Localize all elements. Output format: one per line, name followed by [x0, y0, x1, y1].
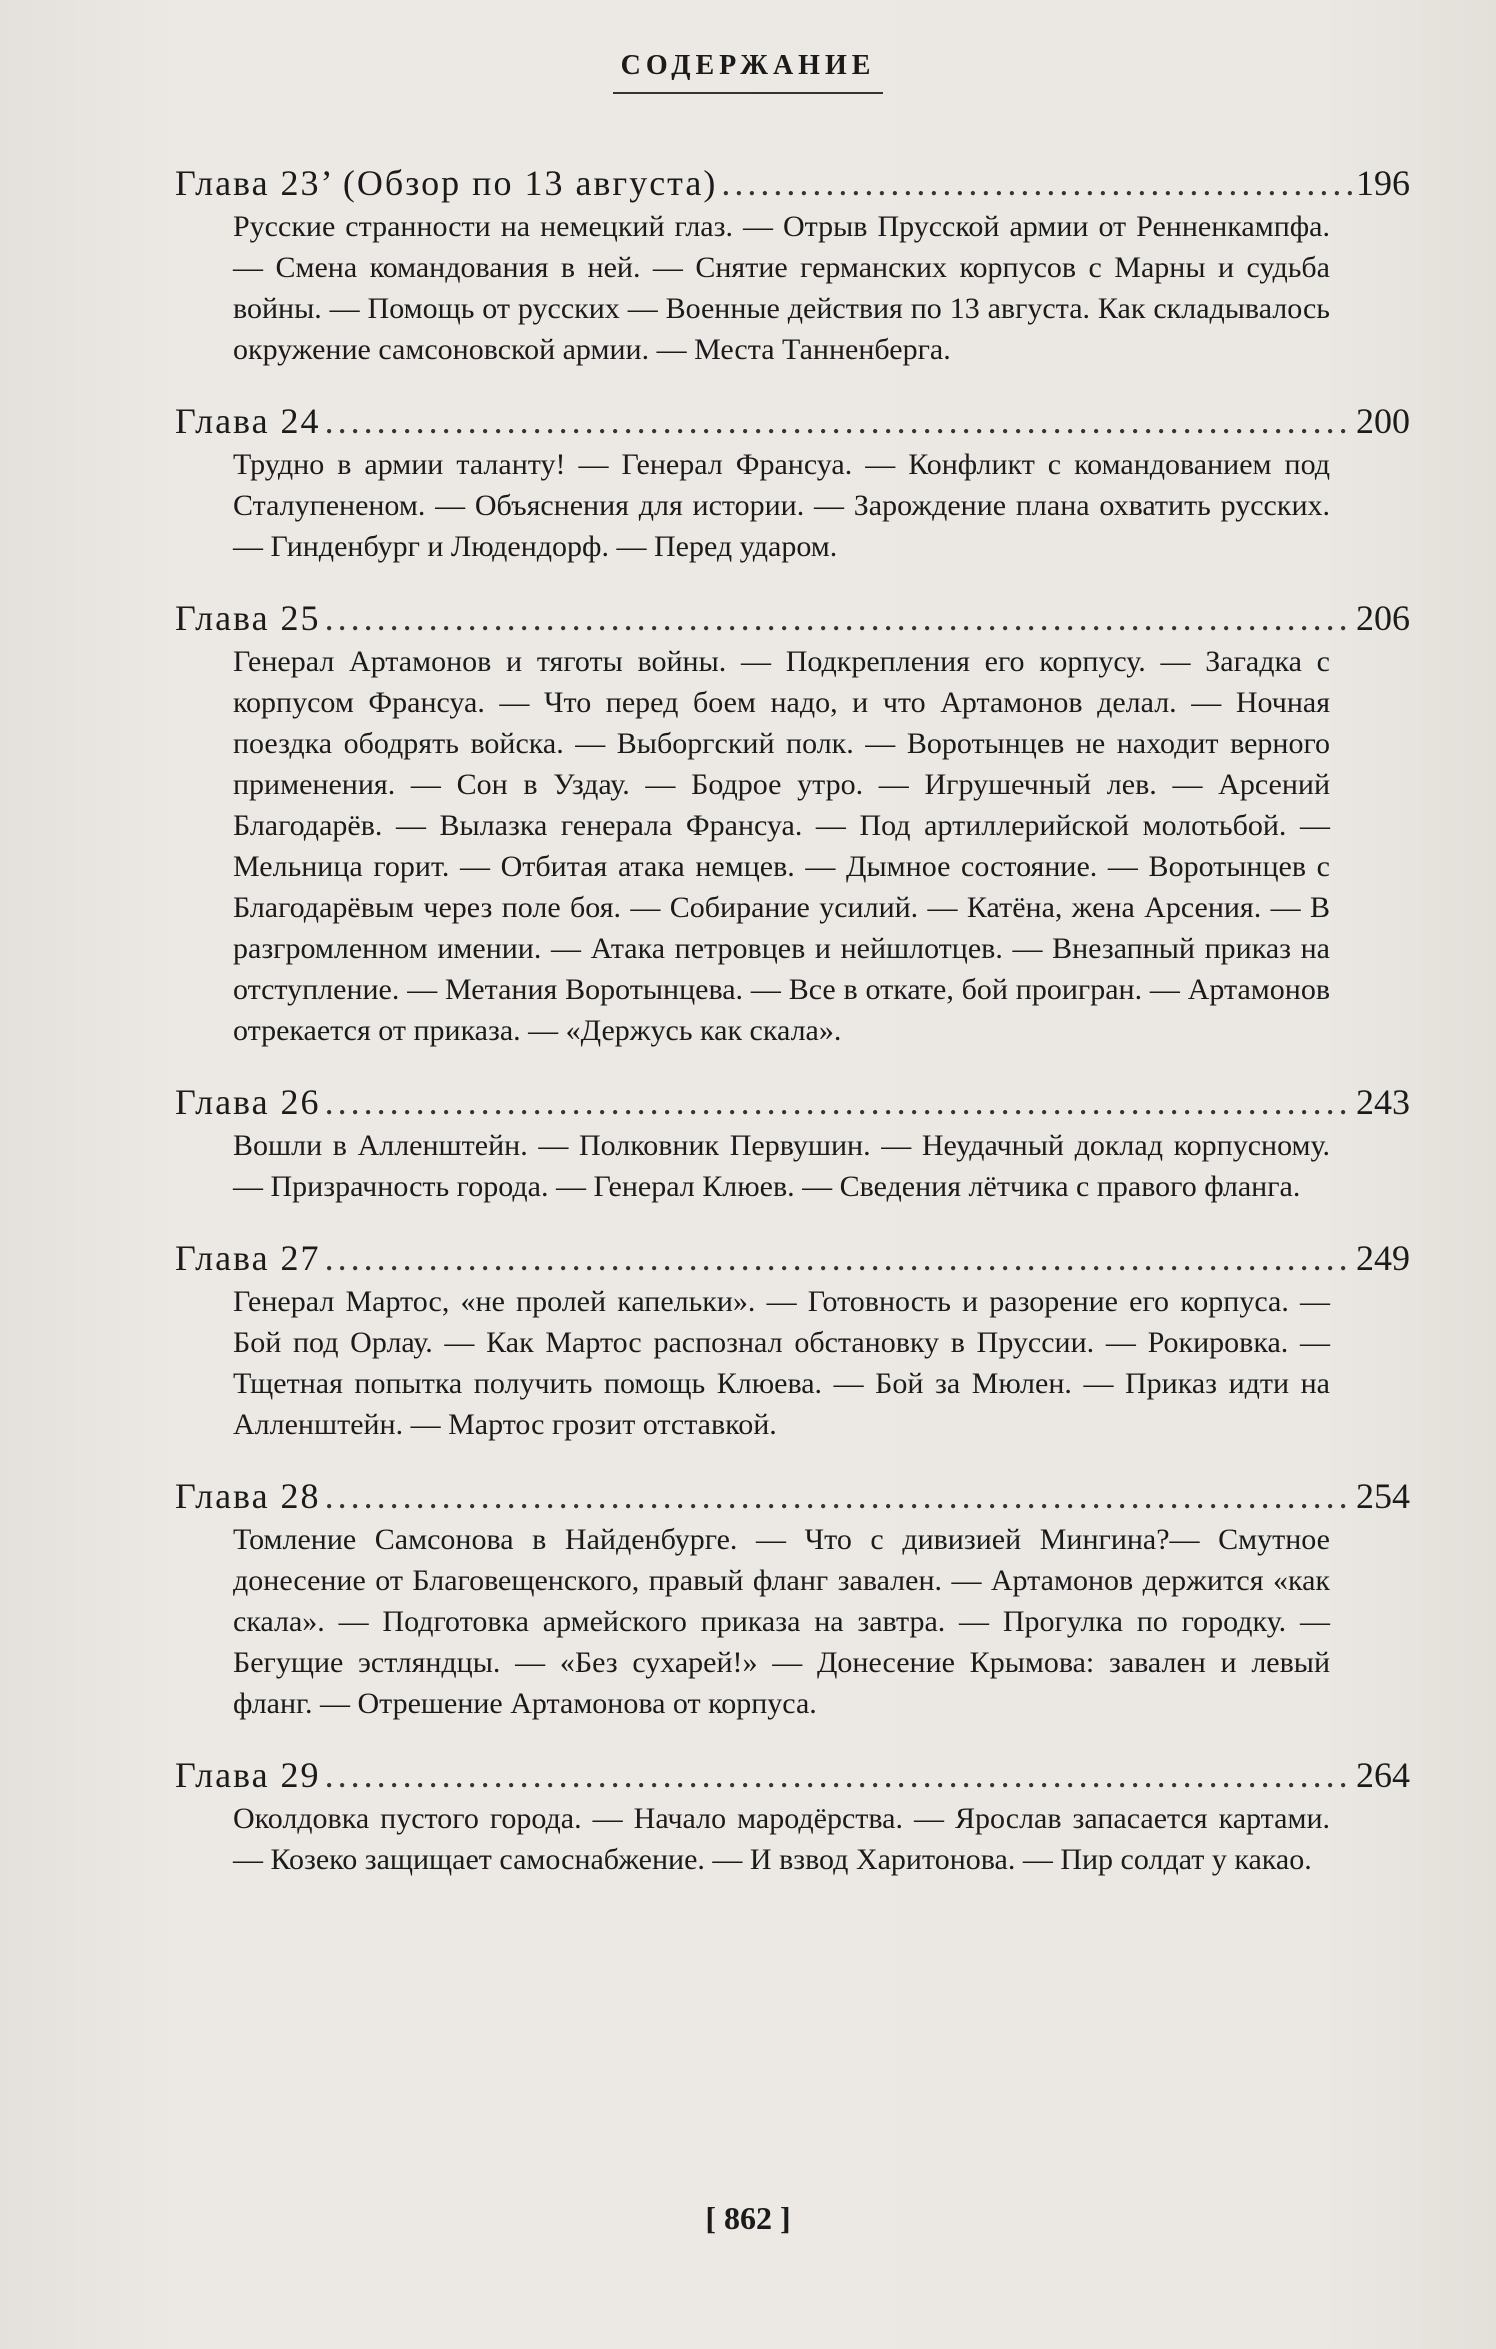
toc-entry: [175, 595, 1410, 1051]
dot-leader: [325, 595, 1352, 641]
dot-leader: [325, 1079, 1352, 1125]
toc-entry: [175, 1752, 1410, 1880]
page-title: СОДЕРЖАНИЕ: [613, 50, 884, 94]
toc-entry-heading: [175, 398, 1410, 444]
chapter-title: Глава 27: [175, 1238, 321, 1278]
chapter-summary: Околдовка пустого города. — Начало мародёрства. — Ярослав запасается картами. — Козеко защищает самоснабжение. — И взвод Харитонова. — Пир солдат у какао.: [233, 1802, 1330, 1876]
toc-entry-heading: [175, 1752, 1410, 1798]
chapter-summary: Трудно в армии таланту! — Генерал Франсуа. — Конфликт с командованием под Сталупененом. — Объяснения для истории. — Зарождение плана охватить русских. — Гинденбург и Людендорф. — Перед ударом.: [233, 448, 1330, 563]
toc-entry: [175, 1473, 1410, 1724]
chapter-title: Глава 26: [175, 1082, 321, 1122]
chapter-summary: Генерал Артамонов и тяготы войны. — Подкрепления его корпусу. — Загадка с корпусом Франсуа. — Что перед боем надо, и что Артамонов делал. — Ночная поездка ободрять войска. — Выборгский полк. — Воротынцев не находит верного применения. — Сон в Уздау. — Бодрое утро. — Игрушечный лев. — Арсений Благодарёв. — Вылазка генерала Франсуа. — Под артиллерийской молотьбой. — Мельница горит. — Отбитая атака немцев. — Дымное состояние. — Воротынцев с Благодарёвым через поле боя. — Собирание усилий. — Катёна, жена Арсения. — В разгромленном имении. — Атака петровцев и нейшлотцев. — Внезапный приказ на отступление. — Метания Воротынцева. — Все в откате, бой проигран. — Артамонов отрекается от приказа. — «Держусь как скала».: [233, 645, 1330, 1047]
toc-entry-heading: [175, 1235, 1410, 1281]
page-header: [0, 50, 1496, 94]
dot-leader: [721, 160, 1352, 206]
toc-entry-heading: [175, 160, 1410, 206]
chapter-page-number: 243: [1356, 1082, 1410, 1122]
dot-leader: [325, 1752, 1352, 1798]
chapter-page-number: 196: [1356, 163, 1410, 203]
chapter-title: Глава 24: [175, 401, 321, 441]
dot-leader: [325, 398, 1352, 444]
chapter-summary: Русские странности на немецкий глаз. — Отрыв Прусской армии от Ренненкампфа. — Смена командования в ней. — Снятие германских корпусов с Марны и судьба войны. — Помощь от русских — Военные действия по 13 августа. Как складывалось окружение самсоновской армии. — Места Танненберга.: [233, 210, 1330, 366]
page-number: [ 862 ]: [705, 2200, 791, 2236]
chapter-page-number: 264: [1356, 1755, 1410, 1795]
chapter-summary: Генерал Мартос, «не пролей капельки». — Готовность и разорение его корпуса. — Бой под Орлау. — Как Мартос распознал обстановку в Пруссии. — Рокировка. — Тщетная попытка получить помощь Клюева. — Бой за Мюлен. — Приказ идти на Алленштейн. — Мартос грозит отставкой.: [233, 1285, 1330, 1441]
dot-leader: [325, 1235, 1352, 1281]
chapter-title: Глава 29: [175, 1755, 321, 1795]
chapter-page-number: 200: [1356, 401, 1410, 441]
toc-entry-heading: [175, 595, 1410, 641]
chapter-title: Глава 23’ (Обзор по 13 августа): [175, 163, 718, 203]
toc-entry-heading: [175, 1473, 1410, 1519]
chapter-title: Глава 25: [175, 598, 321, 638]
chapter-page-number: 206: [1356, 598, 1410, 638]
chapter-page-number: 249: [1356, 1238, 1410, 1278]
chapter-summary: Вошли в Алленштейн. — Полковник Первушин. — Неудачный доклад корпусному. — Призрачность города. — Генерал Клюев. — Сведения лётчика с правого фланга.: [233, 1129, 1330, 1203]
toc-entry: [175, 160, 1410, 370]
toc-entry: [175, 1235, 1410, 1445]
chapter-page-number: 254: [1356, 1476, 1410, 1516]
table-of-contents: [175, 160, 1410, 1908]
chapter-summary: Томление Самсонова в Найденбурге. — Что с дивизией Мингина?— Смутное донесение от Благовещенского, правый фланг завален. — Артамонов держится «как скала». — Подготовка армейского приказа на завтра. — Прогулка по городку. — Бегущие эстляндцы. — «Без сухарей!» — Донесение Крымова: завален и левый фланг. — Отрешение Артамонова от корпуса.: [233, 1523, 1330, 1720]
page-footer: [0, 2200, 1496, 2237]
dot-leader: [325, 1473, 1352, 1519]
chapter-title: Глава 28: [175, 1476, 321, 1516]
toc-entry: [175, 1079, 1410, 1207]
toc-entry: [175, 398, 1410, 567]
toc-entry-heading: [175, 1079, 1410, 1125]
